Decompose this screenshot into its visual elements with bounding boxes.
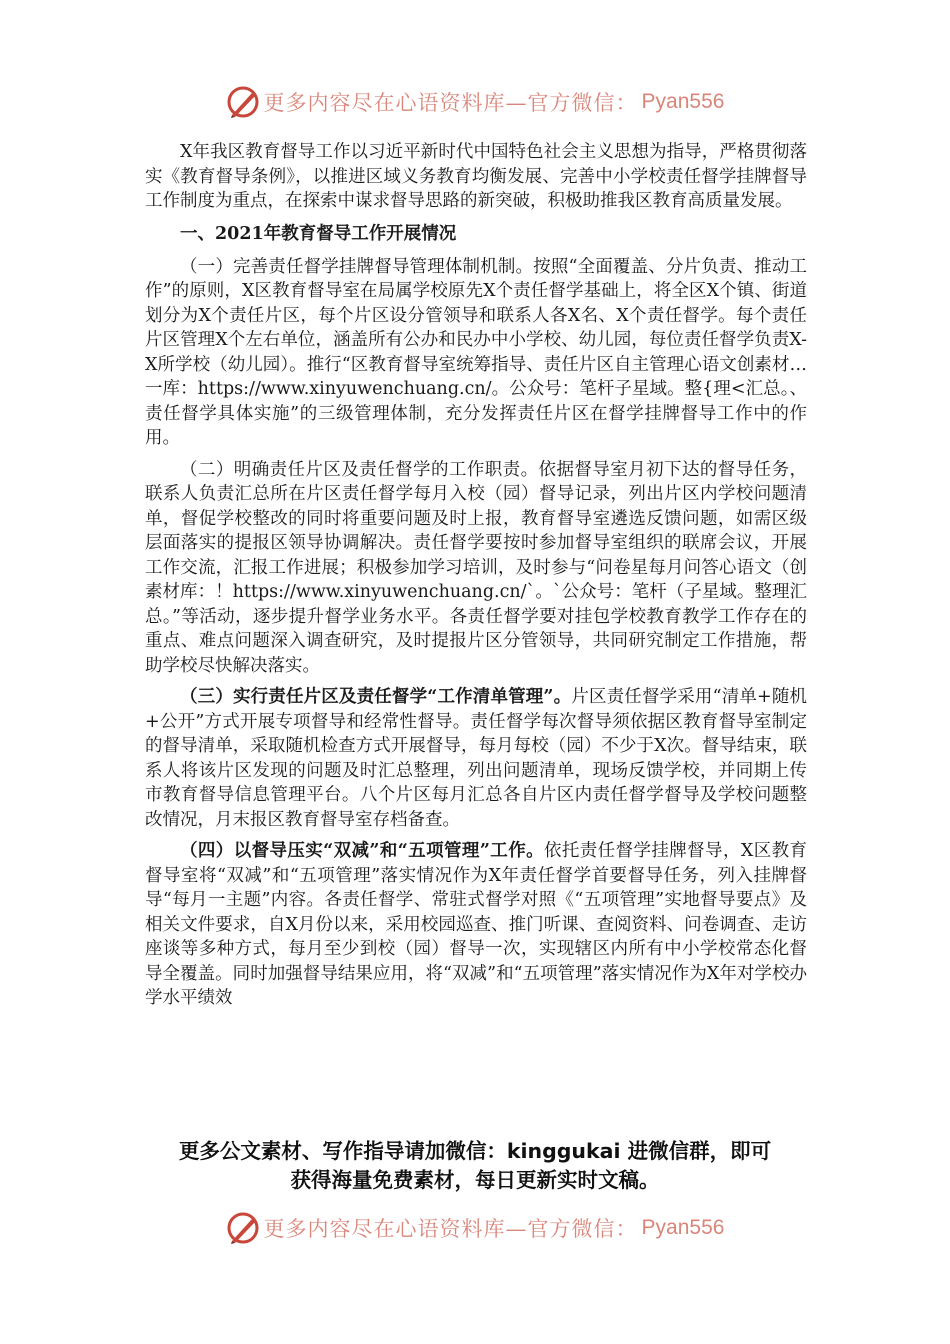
paragraph-4: [145, 839, 807, 1011]
paragraph-3: [145, 685, 807, 832]
watermark-text: 更多内容尽在心语资料库—官方微信：: [263, 1217, 638, 1241]
promo-banner: [120, 1137, 830, 1195]
watermark-text: 更多内容尽在心语资料库—官方微信：: [263, 91, 638, 115]
promo-line-2: 获得海量免费素材，每日更新实时文稿。: [290, 1168, 660, 1192]
promo-line-1: 更多公文素材、写作指导请加微信：kinggukai 进微信群，即可: [178, 1139, 772, 1163]
pen-logo-icon: [226, 85, 260, 119]
intro-paragraph: X年我区教育督导工作以习近平新时代中国特色社会主义思想为指导，严格贯彻落实《教育督导条例》，以推进区域义务教育均衡发展、完善中小学校责任督学挂牌督导工作制度为重点，在探索中谋求督导思路的新突破，积极助推我区教育高质量发展。: [145, 142, 807, 211]
paragraph-3-body: 片区责任督学采用“清单+随机+公开”方式开展专项督导和经常性督导。责任督学每次督导须依据区教育督导室制定的督导清单，采取随机检查方式开展督导，每月每校（园）不少于X次。督导结束，联系人将该片区发现的问题及时汇总整理，列出问题清单，现场反馈学校，并同期上传市教育督导信息管理平台。八个片区每月汇总各自片区内责任督学督导及学校问题整改情况，月末报区教育督导室存档备查。: [145, 687, 807, 830]
paragraph-2: （二）明确责任片区及责任督学的工作职责。依据督导室月初下达的督导任务，联系人负责汇总所在片区责任督学每月入校（园）督导记录，列出片区内学校问题清单，督促学校整改的同时将重要问题及时上报，教育督导室遴选反馈问题，如需区级层面落实的提报区领导协调解决。责任督学要按时参加督导室组织的联席会议，开展工作交流，汇报工作进展；积极参加学习培训，及时参与“问卷星每月问答心语文（创素材库：！https://www.xinyuwenchuang.cn/`。`公众号：笔杆（子星域。整理汇总。”等活动，逐步提升督学业务水平。各责任督学要对挂包学校教育教学工作存在的重点、难点问题深入调查研究，及时提报片区分管领导，共同研究制定工作措施，帮助学校尽快解决落实。: [145, 459, 807, 676]
watermark-wechat-id: Pyan556: [641, 90, 725, 113]
pen-logo-icon: [226, 1211, 260, 1245]
footer-watermark: [0, 1208, 950, 1248]
paragraph-4-lead: （四）以督导压实“双减”和“五项管理”工作。: [180, 841, 544, 861]
section-heading: 一、2021年教育督导工作开展情况: [180, 223, 457, 244]
header-watermark: [0, 82, 950, 122]
paragraph-1: （一）完善责任督学挂牌督导管理体制机制。按照“全面覆盖、分片负责、推动工作”的原则，X区教育督导室在局属学校原先X个责任督学基础上，将全区X个镇、街道划分为X个责任片区，每个片区设分管领导和联系人各X名、X个责任督学。每个责任片区管理X个左右单位，涵盖所有公办和民办中小学校、幼儿园，每位责任督学负责X-X所学校（幼儿园）。推行“区教育督导室统筹指导、责任片区自主管理心语文创素材…一库：https://www.xinyuwenchuang.cn/。公众号：笔杆子星域。整{理<汇总。、责任督学具体实施”的三级管理体制，充分发挥责任片区在督学挂牌督导工作中的作用。: [145, 256, 807, 448]
document-body: [145, 140, 807, 1018]
watermark-wechat-id: Pyan556: [641, 1216, 725, 1239]
paragraph-3-lead: （三）实行责任片区及责任督学“工作清单管理”。: [180, 687, 572, 707]
paragraph-4-body: 依托责任督学挂牌督导，X区教育督导室将“双减”和“五项管理”落实情况作为X年责任督学首要督导任务，列入挂牌督导“每月一主题”内容。各责任督学、常驻式督学对照《“五项管理”实地督导要点》及相关文件要求，自X月份以来，采用校园巡查、推门听课、查阅资料、问卷调查、走访座谈等多种方式，每月至少到校（园）督导一次，实现辖区内所有中小学校常态化督导全覆盖。同时加强督导结果应用，将“双减”和“五项管理”落实情况作为X年对学校办学水平绩效: [145, 841, 807, 1008]
